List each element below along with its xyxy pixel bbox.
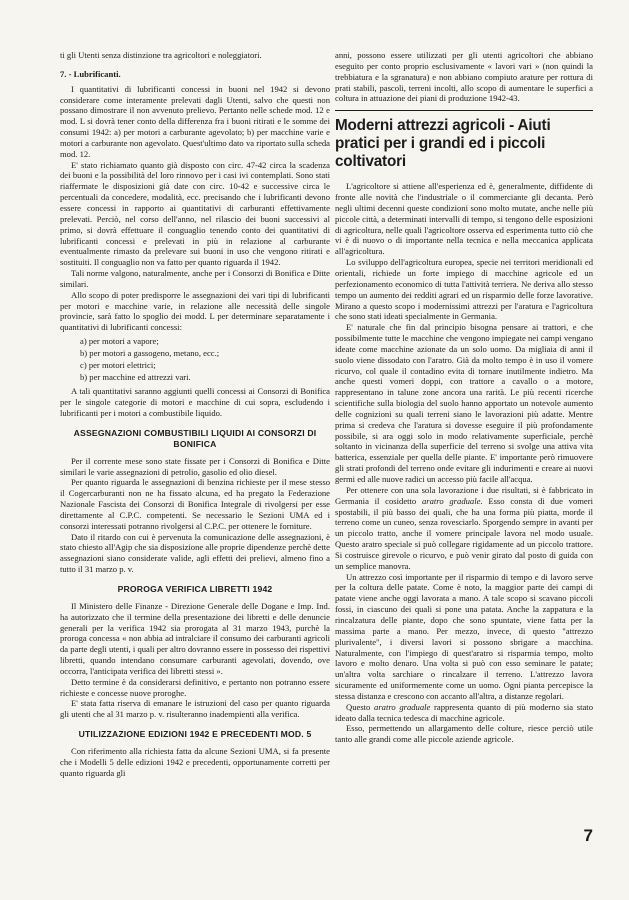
paragraph: Per il corrente mese sono state fissate per i Consorzi di Bonifica e Ditte similari le varie assegnazioni di petrolio, gasolio ed olio diesel. bbox=[60, 455, 330, 477]
list-item: c) per motori elettrici; bbox=[80, 359, 156, 370]
paragraph: Il Ministero delle Finanze - Direzione Generale delle Dogane e Imp. Ind. ha autorizzato che il termine della presentazione dei libretti e delle denuncie generali per la verifica 1942 sia prorogata al 31 marzo 1943, purchè la proroga concessa « non abbia ad intralciare il consumo dei carburanti agricoli da parte degli utenti, i quali per altro dovranno essere in possesso dei rispettivi libretti, quando intendano consumare carburanti agevolati, dovendo, ove occorra, l'anticipata verifica dei libretti stessi ». bbox=[60, 600, 330, 676]
right-column bbox=[335, 50, 593, 745]
emphasis: aratro graduale bbox=[421, 495, 481, 506]
paragraph: E' naturale che fin dal principio bisogna pensare ai trattori, e che possibilmente tutte le macchine che vengono impiegate nei campi vengano ideate come macchine azionate da un solo uomo. Da migliaia di anni il suolo viene dissodato con l'aratro. Già da molto tempo è in uso il vomere ricurvo, col quale il contadino evita di tornare inutilmente indietro. Ma anche questi vomeri doppi, con trattore a cavallo o a motore, rappresentano in talune zone ancora una rarità. Le più recenti ricerche scientifiche sulla biologia del suolo hanno apportato un notevole aumento delle cognizioni su quali terreni siano le lavorazioni più adatte. Mentre prima si credeva che l'aratura si dovesse eseguire il più profondamente possibile, si ara oggi solo in modo relativamente superficiale, perchè soltanto in vicinanza della superficie del terreno si svolge una attiva vita batterica, essenziale per quella delle piante. E' importante però rimuovere gli strati profondi del terreno onde evitare gli indurimenti e creare ai nuovi germi ed alle nuove radici un accesso più facile all'acqua. bbox=[335, 322, 593, 484]
page-number: 7 bbox=[583, 826, 593, 845]
list-item: a) per motori a vapore; bbox=[80, 336, 159, 347]
heading-utilizzazione: UTILIZZAZIONE EDIZIONI 1942 E PRECEDENTI MOD. 5 bbox=[78, 729, 312, 740]
paragraph: L'agricoltore si attiene all'esperienza ed è, generalmente, diffidente di fronte alle novità che l'industriale o il commerciante gli decanta. Però negli ultimi decenni queste condizioni sono molto mutate, anche nelle più piccole città, a determinati intervalli di tempo, si tengono delle esposizioni di agricoltura, nelle quali l'agricoltore osserva ed esperimenta tutto ciò che vi è di nuovo o di importante nella tecnica e nella meccanica applicata all'agricoltura. bbox=[335, 181, 593, 257]
list-item: b) per motori a gassogeno, metano, ecc.; bbox=[80, 347, 220, 358]
paragraph: Per ottenere con una sola lavorazione i due risultati, si è fabbricato in Germania il cosidetto aratro graduale. Esso consta di due vomeri spostabili, il più basso dei quali, che ha una forma più piatta, morde il terreno come un cuneo, senza rovesciarlo. Sporgendo sempre in avanti per un piccolo tratto, anche il vomere principale lavora nel modo usuale. Questo aratro speciale si può collegare rigidamente ad un piccolo trattore. Si costruisce girevole o ricurvo, e può venir girato dal posto di guida con un semplice manovra. bbox=[335, 484, 594, 571]
heading-assegnazioni: ASSEGNAZIONI COMBUSTIBILI LIQUIDI AI CONSORZI DI BONIFICA bbox=[73, 428, 317, 449]
paragraph: I quantitativi di lubrificanti concessi in buoni nel 1942 si devono considerare come interamente prelevati dagli Utenti, salvo che questi non possano dimostrare il non avvenuto prelievo. Pertanto nelle schede mod. 12 e mod. L si dovrà tener conto della differenza fra i buoni ritirati e le somme dei consumi 1942: a) per motori a carburante agevolato; b) per macchine varie e motori a carburante non agevolato. Quest'ultimo dato va riportato sulla scheda mod. 12. bbox=[60, 83, 330, 159]
paragraph: Un attrezzo così importante per il risparmio di tempo e di lavoro serve per la coltura delle patate. Come è noto, la maggior parte dei campi di patate viene anche oggi lavorata a mano. A tale scopo si scavano piccoli fossi, in ciascuno dei quali si pone una patata. Anche la zappatura e la rincalzatura delle piante, dopo che sono spuntate, viene fatta per la massima parte a mano. Per mezzo, invece, di questo "attrezzo plurivalente", i diversi lavori si possono sbrigare a macchina. Naturalmente, con l'impiego di quest'aratro si risparmia tempo, molto lavoro e molto denaro. Una volta si può con esso seminare le patate; un'altra volta sarchiare o rincalzare il terreno. L'attrezzo lavora sicuramente ed uniformemente come un uomo. Ogni pianta percepisce la stessa distanza e crescono con accanto all'altra, a distanze regolari. bbox=[335, 571, 593, 701]
intro-paragraph: ti gli Utenti senza distinzione tra agricoltori e noleggiatori. bbox=[60, 50, 262, 60]
lubricant-list bbox=[60, 336, 330, 382]
paragraph: E' stato richiamato quanto già disposto con circ. 47-42 circa la scadenza dei buoni e la possibilità del loro rinnovo per i casi ivi contemplati. Sono stati riaffermate le disposizioni già date con circ. 10-42 e successive circa le percentuali da concedere, modalità, ecc. precisando che i lubrificanti devono essere concessi in rapporto ai quantitativi di carburanti effettivamente prelevati. Perciò, nel corso dell'anno, nel rilascio dei buoni successivi al primo, si dovrà effettuare il conguaglio tenendo conto dei quantitativi di lubrificanti concessi e prelevati in più in relazione al carburante eventualmente rimasto da prelevare sui buoni in uso che vengono ritirati e sostituiti. Il conguaglio non va fatto per quanto riguarda il 1942. bbox=[60, 159, 330, 268]
paragraph: Con riferimento alla richiesta fatta da alcune Sezioni UMA, si fa presente che i Modelli 5 delle edizioni 1942 e precedenti, opportunamente corretti per quanto riguarda gli bbox=[60, 745, 330, 778]
paragraph: Allo scopo di poter predisporre le assegnazioni dei vari tipi di lubrificanti per motori e macchine varie, in relazione alle necessità delle singole provincie, sarà fatto lo spoglio dei modd. L per determinare separatamente i quantitativi di lubrificanti concessi: bbox=[60, 289, 330, 333]
paragraph: E' stata fatta riserva di emanare le istruzioni del caso per quanto riguarda gli utenti che al 31 marzo p. v. risulteranno inadempienti alla verifica. bbox=[60, 698, 330, 720]
paragraph: Questo aratro graduale rappresenta quanto di più moderno sia stato ideato dalla tecnica tedesca di macchine agricole. bbox=[335, 701, 593, 723]
list-item: b) per macchine ed attrezzi vari. bbox=[80, 371, 191, 382]
paragraph: Per quanto riguarda le assegnazioni di benzina richieste per il mese stesso il Cogercarburanti non ne ha fissato alcuna, ed ha pregato la Federazione Nazionale Fascista dei Consorzi di Bonifica Integrale di rivolgersi per esse direttamente al C.P.C. competenti. Se necessario le Sezioni UMA ed i consorzi interessati potranno rivolgersi al C.P.C. per ottenere le forniture. bbox=[60, 477, 330, 531]
article-title: Moderni attrezzi agricoli - Aiuti pratici per i grandi ed i piccoli coltivatori bbox=[335, 117, 551, 171]
heading-proroga: PROROGA VERIFICA LIBRETTI 1942 bbox=[117, 583, 273, 594]
left-column bbox=[60, 50, 330, 778]
continued-paragraph: anni, possono essere utilizzati per gli utenti agricoltori che abbiano eseguito per conto proprio esclusivamente « lavori vari » (non quindi la trebbiatura e la sgranatura) e non abbiano compiuto arature per rottura di prati stabili, pascoli, terreni incolti, allo scopo di aumentare le superfici a coltura in attuazione dei piani di produzione 1942-43. bbox=[335, 50, 593, 104]
paragraph: Dato il ritardo con cui è pervenuta la comunicazione delle assegnazioni, è stato chiesto all'Agip che sia disposizione alle proprie dipendenze perchè dette assegnazioni siano considerate valide, agli effetti dei prelievi, almeno fino a tutto il 31 marzo p. v. bbox=[60, 531, 330, 575]
paragraph: Lo sviluppo dell'agricoltura europea, specie nei territori meridionali ed orientali, richiede un forte impiego di macchine agricole ed un perfezionamento economico di tutta l'attività terriera. Ne deriva allo stesso tempo un aumento dei redditi agrari ed un risparmio delle forze lavorative. Mirano a questo scopo i modernissimi attrezzi per l'aratura e l'agricoltura che sono stati ideati specialmente in Germania. bbox=[335, 257, 593, 322]
paragraph: Detto termine è da considerarsi definitivo, e pertanto non potranno essere richieste e concesse nuove proroghe. bbox=[60, 676, 330, 698]
paragraph: Esso, permettendo un allargamento delle colture, riesce perciò utile tanto alle grandi come alle piccole aziende agricole. bbox=[335, 723, 593, 745]
emphasis: aratro graduale bbox=[374, 701, 431, 712]
section-heading-lubrificanti: 7. - Lubrificanti. bbox=[60, 68, 121, 79]
title-rule bbox=[335, 110, 593, 111]
paragraph: A tali quantitativi saranno aggiunti quelli concessi ai Consorzi di Bonifica per le singole categorie di motori e macchine di cui sopra, escludendo i lubrificanti per i motori a combustibile liquido. bbox=[60, 386, 330, 419]
paragraph: Tali norme valgono, naturalmente, anche per i Consorzi di Bonifica e Ditte similari. bbox=[60, 268, 330, 289]
